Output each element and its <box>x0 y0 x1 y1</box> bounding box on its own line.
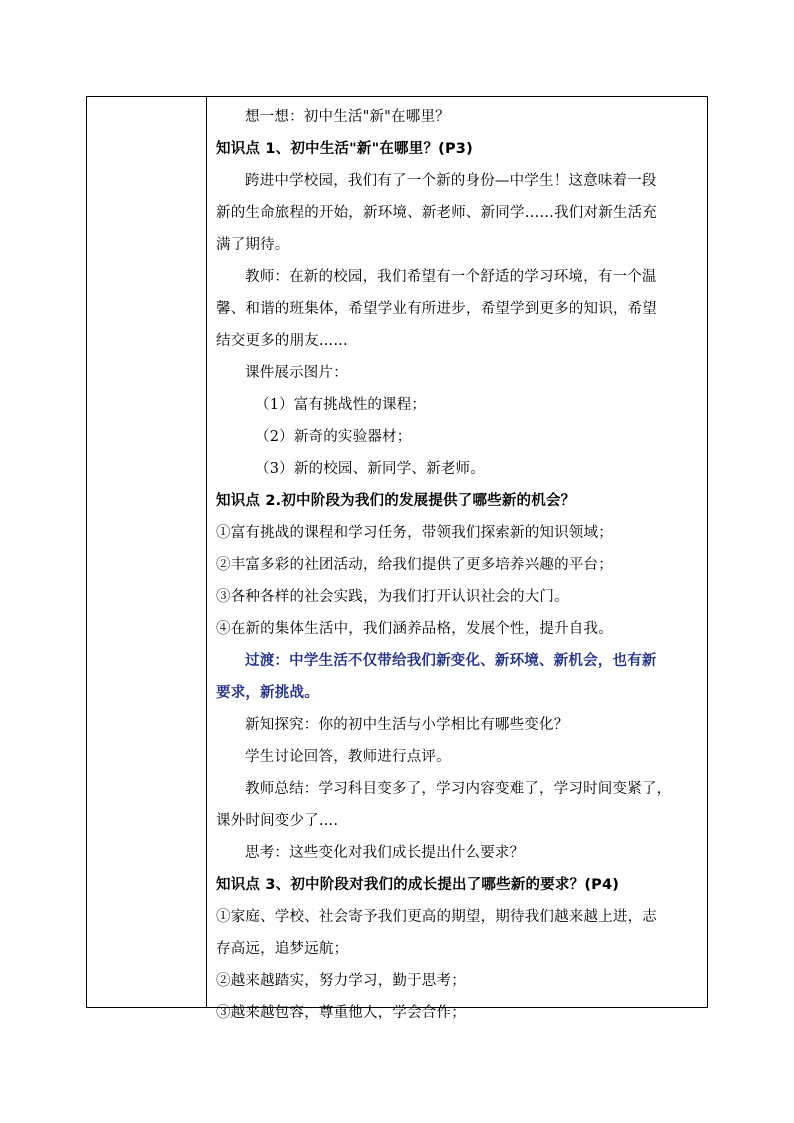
text-line: 课外时间变少了.... <box>216 813 339 829</box>
list-item: ①富有挑战的课程和学习任务，带领我们探索新的知识领域； <box>216 525 613 541</box>
list-item: ①家庭、学校、社会寄予我们更高的期望，期待我们越来越上进，志 <box>216 909 657 925</box>
list-item: 存高远，追梦远航； <box>216 941 349 957</box>
text-line: 满了期待。 <box>216 237 290 253</box>
transition-text: 过渡：中学生活不仅带给我们新变化、新环境、新机会，也有新 <box>245 653 657 669</box>
list-item: （3）新的校园、新同学、新老师。 <box>255 461 485 477</box>
list-item: ②丰富多彩的社团活动，给我们提供了更多培养兴趣的平台； <box>216 557 613 573</box>
text-line: 思考：这些变化对我们成长提出什么要求？ <box>245 845 525 861</box>
text-line: 新知探究：你的初中生活与小学相比有哪些变化？ <box>245 717 569 733</box>
text-line: 新的生命旅程的开始，新环境、新老师、新同学……我们对新生活充 <box>216 205 657 221</box>
text-line: 想一想：初中生活"新"在哪里？ <box>245 109 450 125</box>
text-line: 馨、和谐的班集体，希望学业有所进步，希望学到更多的知识，希望 <box>216 301 657 317</box>
text-line: 课件展示图片： <box>245 365 348 381</box>
knowledge-point-heading: 知识点 3、初中阶段对我们的成长提出了哪些新的要求？(P4) <box>216 877 620 893</box>
text-line: 结交更多的朋友...... <box>216 333 348 349</box>
text-line: 教师：在新的校园，我们希望有一个舒适的学习环境，有一个温 <box>245 269 657 285</box>
list-item: （2）新奇的实验器材； <box>255 429 412 445</box>
list-item: ②越来越踏实，努力学习，勤于思考； <box>216 973 466 989</box>
knowledge-point-heading: 知识点 1、初中生活"新"在哪里？(P3) <box>216 141 473 157</box>
list-item: ③各种各样的社会实践，为我们打开认识社会的大门。 <box>216 589 569 605</box>
content-cell <box>207 97 707 1021</box>
transition-text: 要求，新挑战。 <box>216 685 319 701</box>
text-line: 教师总结：学习科目变多了，学习内容变难了，学习时间变紧了， <box>245 781 672 797</box>
lesson-table <box>86 96 708 1021</box>
left-column-cell <box>87 97 207 1007</box>
knowledge-point-heading: 知识点 2.初中阶段为我们的发展提供了哪些新的机会？ <box>216 493 576 509</box>
text-line: 学生讨论回答，教师进行点评。 <box>245 749 451 765</box>
text-line: 跨进中学校园，我们有了一个新的身份—中学生！这意味着一段 <box>245 173 657 189</box>
list-item: ③越来越包容，尊重他人，学会合作； <box>216 1005 466 1021</box>
list-item: （1）富有挑战性的课程； <box>255 397 427 413</box>
list-item: ④在新的集体生活中，我们涵养品格，发展个性，提升自我。 <box>216 621 613 637</box>
